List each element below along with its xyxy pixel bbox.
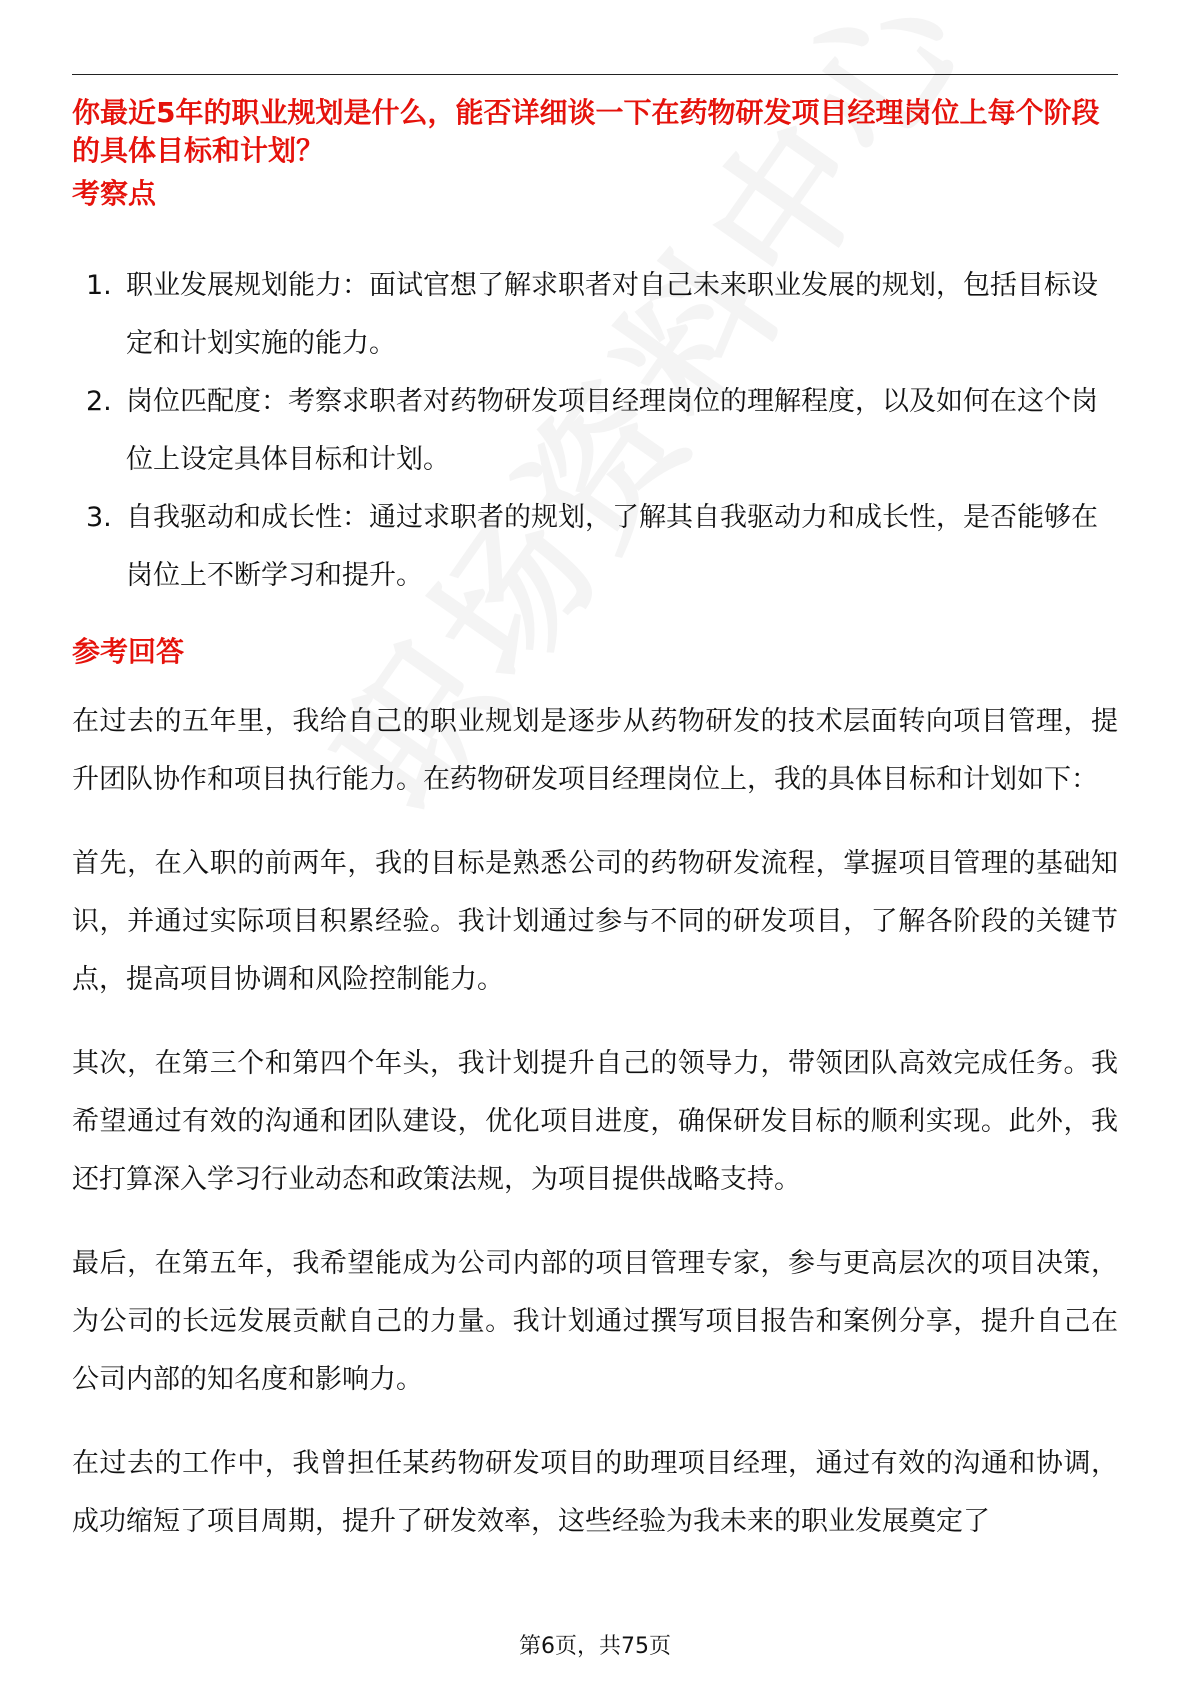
list-item	[72, 489, 1118, 605]
list-item-number: 1.	[86, 270, 112, 301]
points-list	[72, 257, 1118, 605]
question-heading: 你最近5年的职业规划是什么，能否详细谈一下在药物研发项目经理岗位上每个阶段的具体目标和计划？	[72, 96, 1100, 167]
list-item-number: 3.	[86, 502, 112, 533]
answer-paragraph: 其次，在第三个和第四个年头，我计划提升自己的领导力，带领团队高效完成任务。我希望通过有效的沟通和团队建设，优化项目进度，确保研发目标的顺利实现。此外，我还打算深入学习行业动态和政策法规，为项目提供战略支持。	[72, 1048, 1118, 1195]
list-item-text: 自我驱动和成长性：通过求职者的规划，了解其自我驱动力和成长性，是否能够在岗位上不断学习和提升。	[126, 502, 1098, 591]
answer-body	[72, 693, 1118, 1577]
answer-paragraph: 最后，在第五年，我希望能成为公司内部的项目管理专家，参与更高层次的项目决策，为公司的长远发展贡献自己的力量。我计划通过撰写项目报告和案例分享，提升自己在公司内部的知名度和影响力。	[72, 1248, 1118, 1395]
top-rule-divider	[72, 74, 1118, 75]
answer-paragraph: 首先，在入职的前两年，我的目标是熟悉公司的药物研发流程，掌握项目管理的基础知识，并通过实际项目积累经验。我计划通过参与不同的研发项目，了解各阶段的关键节点，提高项目协调和风险控制能力。	[72, 848, 1118, 995]
answer-paragraph: 在过去的工作中，我曾担任某药物研发项目的助理项目经理，通过有效的沟通和协调，成功缩短了项目周期，提升了研发效率，这些经验为我未来的职业发展奠定了	[72, 1448, 1118, 1537]
list-item-number: 2.	[86, 386, 112, 417]
list-item	[72, 373, 1118, 489]
points-section-title: 考察点	[72, 177, 157, 210]
page-number-footer: 第6页，共75页	[519, 1634, 671, 1659]
list-item-text: 职业发展规划能力：面试官想了解求职者对自己未来职业发展的规划，包括目标设定和计划实施的能力。	[126, 270, 1098, 359]
list-item-text: 岗位匹配度：考察求职者对药物研发项目经理岗位的理解程度，以及如何在这个岗位上设定具体目标和计划。	[126, 386, 1098, 475]
list-item	[72, 257, 1118, 373]
answer-section-title: 参考回答	[72, 635, 185, 668]
answer-paragraph: 在过去的五年里，我给自己的职业规划是逐步从药物研发的技术层面转向项目管理，提升团队协作和项目执行能力。在药物研发项目经理岗位上，我的具体目标和计划如下：	[72, 706, 1118, 795]
